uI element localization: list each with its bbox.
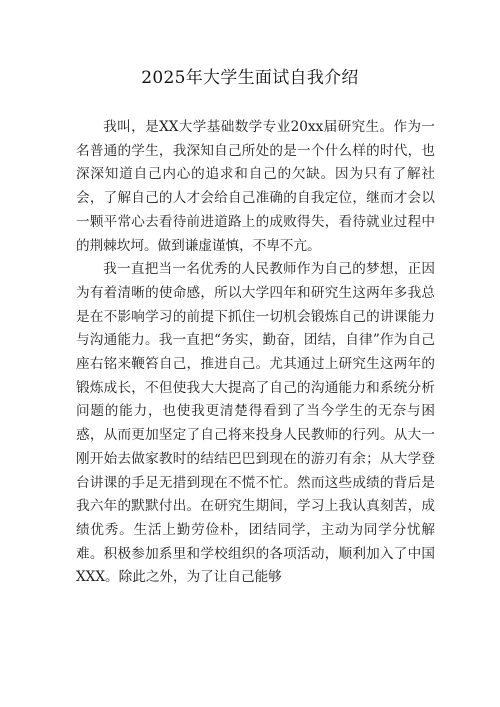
paragraph-2: 我一直把当一名优秀的人民教师作为自己的梦想，正因为有着清晰的使命感，所以大学四年和研究生这两年多我总是在不影响学习的前提下抓住一切机会锻炼自己的讲课能力与沟通能力。我一直把“务实，勤奋，团结，自律”作为自己座右铭来鞭笞自己，推进自己。尤其通过上研究生这两年的锻炼成长，不但使我大大提高了自己的沟通能力和系统分析问题的能力，也使我更清楚得看到了当今学生的无奈与困惑，从而更加坚定了自己将来投身人民教师的行列。从大一刚开始去做家教时的结结巴巴到现在的游刃有余；从大学登台讲课的手足无措到现在不慌不忙。然而这些成绩的背后是我六年的默默付出。在研究生期间，学习上我认真刻苦，成绩优秀。生活上勤劳俭朴，团结同学，主动为同学分忧解难。积极参加系里和学校组织的各项活动，顺利加入了中国XXX。除此之外，为了让自己能够 [76, 261, 435, 586]
document-body [76, 116, 435, 590]
paragraph-1: 我叫，是XX大学基础数学专业20xx届研究生。作为一名普通的学生，我深知自己所处的是一个什么样的时代，也深深知道自己内心的追求和自己的欠缺。因为只有了解社会，了解自己的人才会给自己准确的自我定位，继而才会以一颗平常心去看待前进道路上的成败得失，看待就业过程中的荆棘坎坷。做到谦虚谨慎，不卑不亢。 [76, 119, 435, 254]
document-title: 2025年大学生面试自我介绍 [141, 68, 359, 88]
